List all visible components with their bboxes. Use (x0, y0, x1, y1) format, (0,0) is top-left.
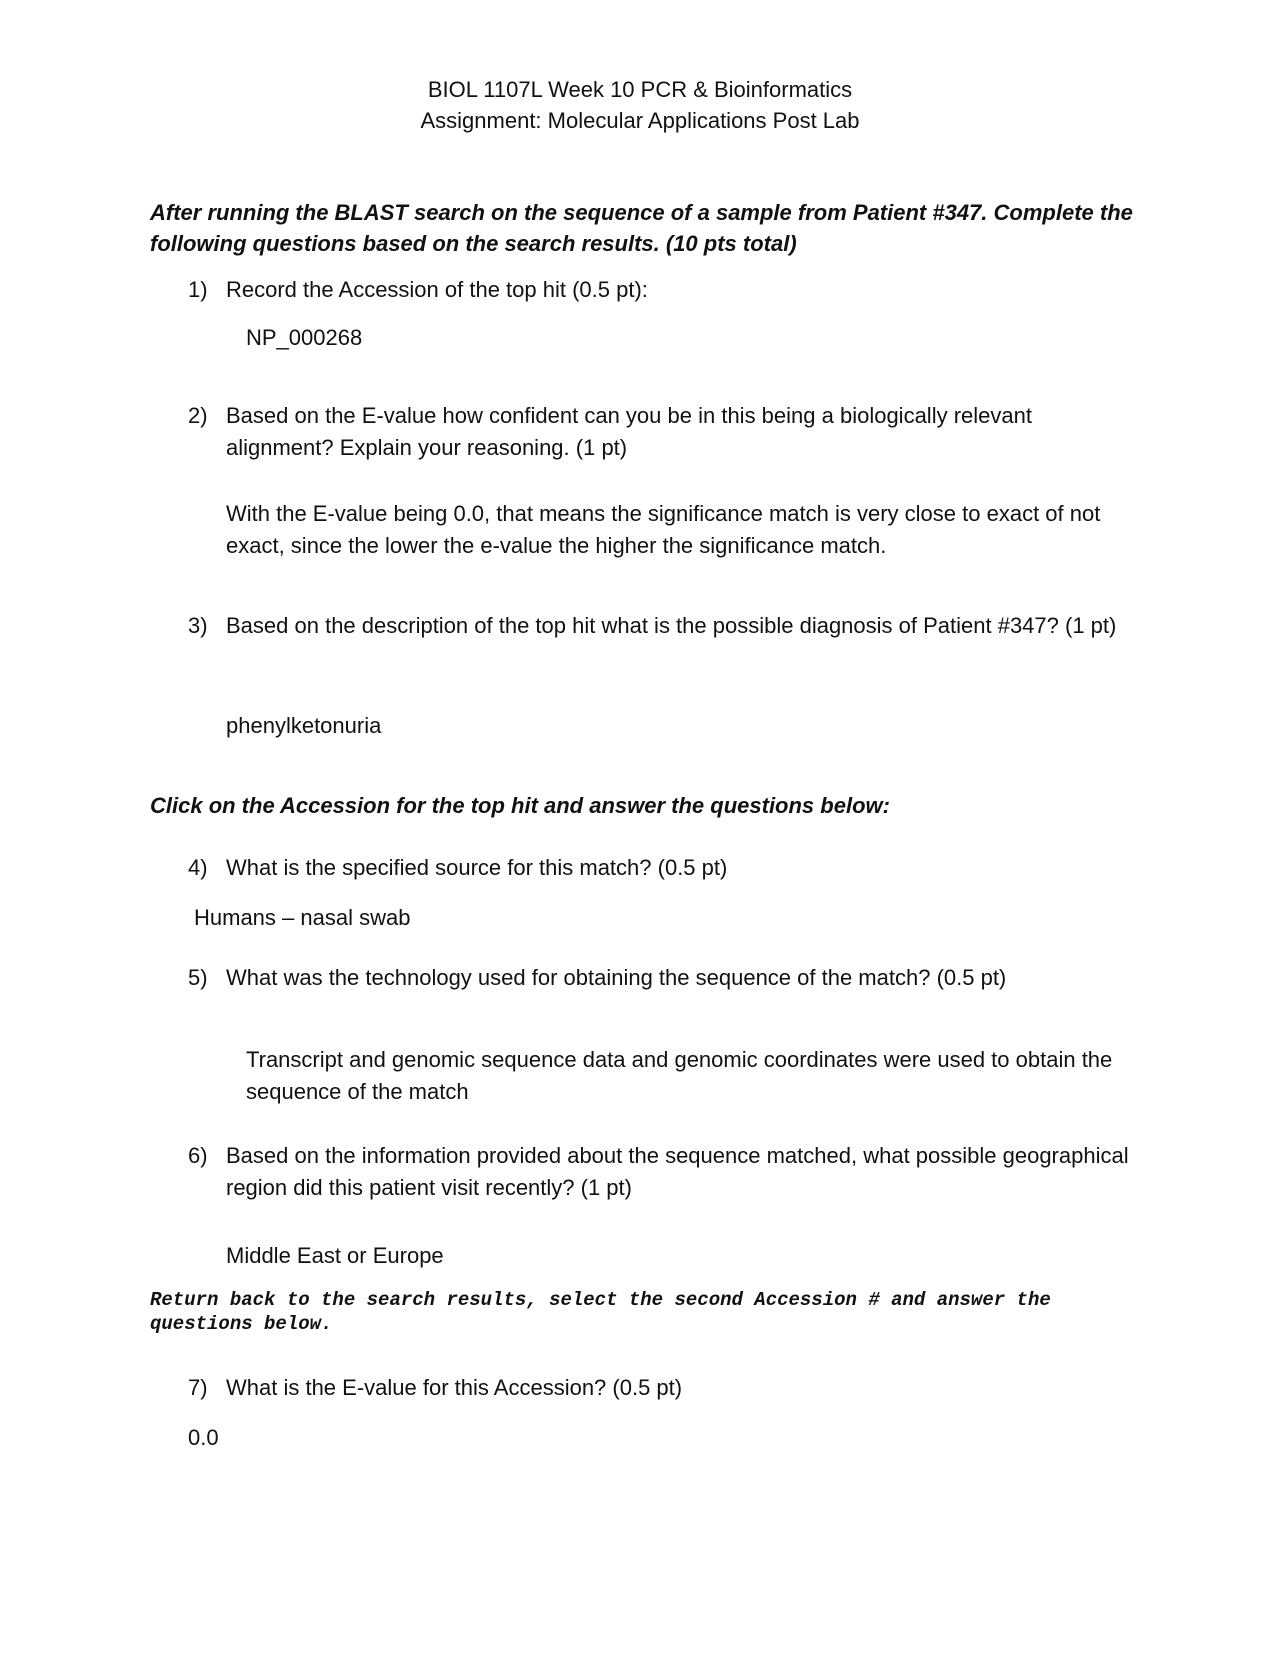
question-number: 7) (188, 1375, 208, 1400)
document-header (0, 74, 1280, 136)
question-number: 3) (188, 613, 208, 638)
answer-1: NP_000268 (246, 325, 363, 350)
question-text: Based on the E-value how confident can you be in this being a biologically relevant alignment? Explain your reasoning. (1 pt) (226, 403, 1032, 460)
intro-instructions: After running the BLAST search on the sequence of a sample from Patient #347. Complete the following questions based on the search results. (10 pts total) (150, 200, 1133, 256)
question-text: Record the Accession of the top hit (0.5 pt): (226, 277, 648, 302)
question-7 (188, 1372, 1138, 1404)
question-text: Based on the description of the top hit what is the possible diagnosis of Patient #347? (1 pt) (226, 613, 1117, 638)
answer-3: phenylketonuria (226, 713, 382, 738)
question-number: 1) (188, 277, 208, 302)
question-6 (188, 1140, 1138, 1204)
question-4 (188, 852, 1138, 884)
question-text: What is the specified source for this match? (0.5 pt) (226, 855, 728, 880)
question-number: 2) (188, 403, 208, 428)
question-2 (188, 400, 1138, 464)
question-text: What is the E-value for this Accession? (0.5 pt) (226, 1375, 683, 1400)
question-number: 6) (188, 1143, 208, 1168)
answer-7: 0.0 (188, 1425, 219, 1450)
course-title: BIOL 1107L Week 10 PCR & Bioinformatics (427, 77, 853, 102)
question-3 (188, 610, 1138, 642)
question-1 (188, 274, 1138, 306)
question-5 (188, 962, 1138, 994)
question-text: What was the technology used for obtaining the sequence of the match? (0.5 pt) (226, 965, 1007, 990)
answer-5: Transcript and genomic sequence data and genomic coordinates were used to obtain the sequence of the match (246, 1047, 1113, 1104)
question-text: Based on the information provided about the sequence matched, what possible geographical region did this patient visit recently? (1 pt) (226, 1143, 1129, 1200)
answer-6: Middle East or Europe (226, 1243, 444, 1268)
question-number: 4) (188, 855, 208, 880)
answer-2: With the E-value being 0.0, that means the significance match is very close to exact of not exact, since the lower the e-value the higher the significance match. (226, 501, 1101, 558)
assignment-title: Assignment: Molecular Applications Post Lab (420, 108, 860, 133)
answer-4: Humans – nasal swab (194, 905, 411, 930)
section-heading-second-accession: Return back to the search results, select the second Accession # and answer the questions below. (150, 1289, 1051, 1335)
question-number: 5) (188, 965, 208, 990)
section-heading-accession: Click on the Accession for the top hit and answer the questions below: (150, 793, 890, 818)
